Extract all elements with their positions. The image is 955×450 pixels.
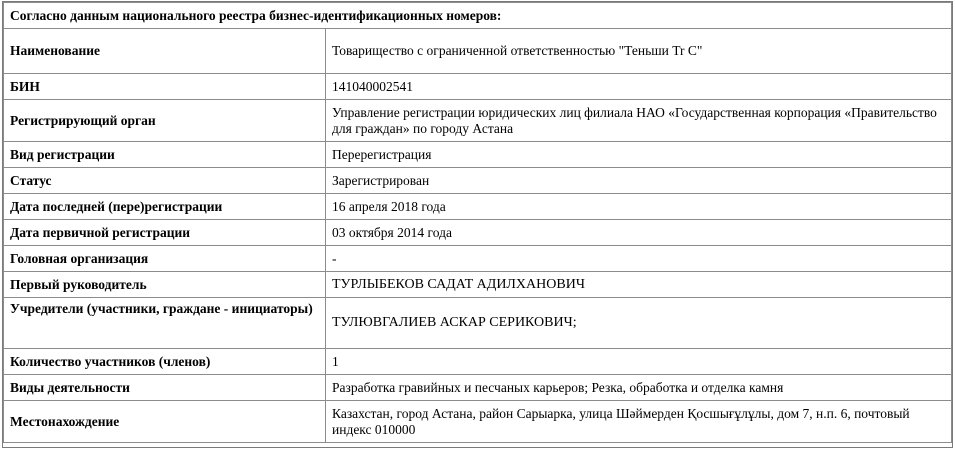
registry-document bbox=[2, 1, 953, 448]
value-founders: ТУЛЮВГАЛИЕВ АСКАР СЕРИКОВИЧ; bbox=[326, 298, 952, 349]
value-activities: Разработка гравийных и песчаных карьеров; Резка, обработка и отделка камня bbox=[326, 375, 952, 401]
label-first-manager: Первый руководитель bbox=[4, 272, 326, 298]
row-first-manager bbox=[4, 272, 952, 298]
label-bin: БИН bbox=[4, 74, 326, 100]
label-head-organization: Головная организация bbox=[4, 246, 326, 272]
row-registering-authority bbox=[4, 100, 952, 142]
value-first-manager: ТУРЛЫБЕКОВ САДАТ АДИЛХАНОВИЧ bbox=[326, 272, 952, 298]
row-name bbox=[4, 29, 952, 74]
row-founders bbox=[4, 298, 952, 349]
value-name: Товарищество с ограниченной ответственностью "Теньши Tr C" bbox=[326, 29, 952, 74]
label-name: Наименование bbox=[4, 29, 326, 74]
row-first-registration-date bbox=[4, 220, 952, 246]
caption-row bbox=[4, 3, 952, 29]
row-registration-type bbox=[4, 142, 952, 168]
row-activities bbox=[4, 375, 952, 401]
table-caption: Согласно данным национального реестра бизнес-идентификационных номеров: bbox=[4, 3, 952, 29]
value-location: Казахстан, город Астана, район Сарыарка, улица Шәймерден Қосшығұлұлы, дом 7, н.п. 6, почтовый индекс 010000 bbox=[326, 401, 952, 443]
label-location: Местонахождение bbox=[4, 401, 326, 443]
row-head-organization bbox=[4, 246, 952, 272]
label-first-registration-date: Дата первичной регистрации bbox=[4, 220, 326, 246]
label-registration-type: Вид регистрации bbox=[4, 142, 326, 168]
label-registering-authority: Регистрирующий орган bbox=[4, 100, 326, 142]
value-registration-type: Перерегистрация bbox=[326, 142, 952, 168]
label-members-count: Количество участников (членов) bbox=[4, 349, 326, 375]
value-bin: 141040002541 bbox=[326, 74, 952, 100]
value-members-count: 1 bbox=[326, 349, 952, 375]
value-registering-authority: Управление регистрации юридических лиц филиала НАО «Государственная корпорация «Правительство для граждан» по городу Астана bbox=[326, 100, 952, 142]
row-last-registration-date bbox=[4, 194, 952, 220]
label-last-registration-date: Дата последней (пере)регистрации bbox=[4, 194, 326, 220]
value-first-registration-date: 03 октября 2014 года bbox=[326, 220, 952, 246]
label-status: Статус bbox=[4, 168, 326, 194]
row-members-count bbox=[4, 349, 952, 375]
row-bin bbox=[4, 74, 952, 100]
row-location bbox=[4, 401, 952, 443]
value-head-organization: - bbox=[326, 246, 952, 272]
label-founders: Учредители (участники, граждане - инициаторы) bbox=[4, 298, 326, 349]
value-last-registration-date: 16 апреля 2018 года bbox=[326, 194, 952, 220]
value-status: Зарегистрирован bbox=[326, 168, 952, 194]
row-status bbox=[4, 168, 952, 194]
registry-table bbox=[3, 2, 952, 443]
label-activities: Виды деятельности bbox=[4, 375, 326, 401]
